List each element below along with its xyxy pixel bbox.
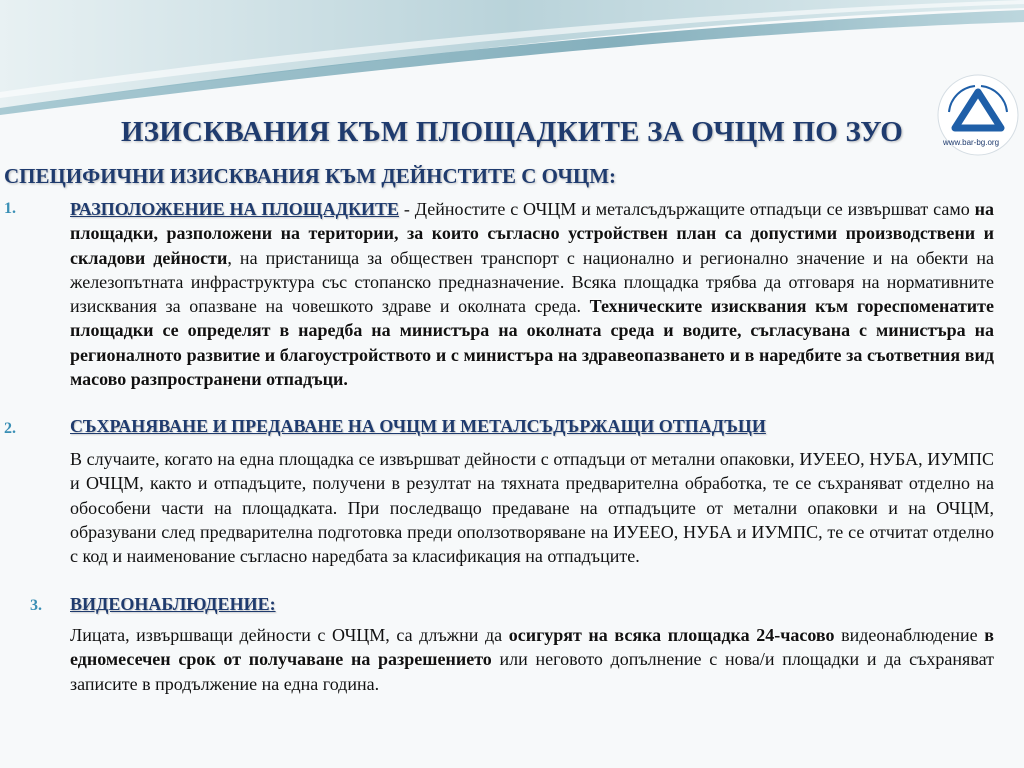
item-3-heading: ВИДЕОНАБЛЮДЕНИЕ: [70, 594, 276, 614]
item-2-paragraph: В случаите, когато на една площадка се извършват дейности с отпадъци от метални опаковки, ИУЕЕО, НУБА, ИУМПС и ОЧЦМ, както и отпадъците, получени в резултат на тяхната предварителна обработка, те се съхраняват отделно на обособени части на площадката. При последващо предаване на отпадъците от метални опаковки и на ОЧЦМ, образувани след предварителна подготовка преди оползотворяване на ИУЕЕО, НУБА и ИУМПС, те се отчитат отделно с код и наименование съгласно наредбата за класификация на отпадъците. [70, 449, 994, 567]
item-number-1: 1. [4, 200, 16, 217]
item-3-text-c: видеонаблюдение [834, 625, 985, 645]
item-number-2: 2. [4, 420, 16, 437]
item-1-text-a: - Дейностите с ОЧЦМ и металсъдържащите отпадъци се извършват само [399, 199, 975, 219]
item-3-heading-wrap [70, 594, 276, 615]
item-1-paragraph [70, 197, 994, 391]
page-title: ИЗИСКВАНИЯ КЪМ ПЛОЩАДКИТЕ ЗА ОЧЦМ ПО ЗУО [120, 116, 904, 148]
item-1-text-c: , на пристанища за обществен транспорт с национално и регионално значение и на обекти на железопътната инфраструктура със стопанско предназначение. Всяка площадка трябва да отговаря на нормативните изисквания за опазване на човешкото здраве и околната среда. [70, 247, 994, 317]
header-swoosh-decoration [0, 0, 1024, 130]
logo-url: www.bar-bg.org [943, 138, 1000, 147]
item-3-paragraph [70, 623, 994, 696]
item-2-heading: СЪХРАНЯВАНЕ И ПРЕДАВАНЕ НА ОЧЦМ И МЕТАЛСЪДЪРЖАЩИ ОТПАДЪЦИ [70, 416, 766, 436]
item-2-heading-wrap [70, 416, 766, 437]
item-3-text-e: или неговото допълнение с нова/и площадки и да съхраняват записите в продължение на една година. [70, 649, 994, 694]
section-subtitle: СПЕЦИФИЧНИ ИЗИСКВАНИЯ КЪМ ДЕЙНСТИТЕ С ОЧЦМ: [4, 164, 617, 188]
item-3-text-a: Лицата, извършващи дейности с ОЧЦМ, са длъжни да [70, 625, 509, 645]
item-3-text-d: в едномесечен срок от получаване на разрешението [70, 625, 995, 670]
item-1-heading: РАЗПОЛОЖЕНИЕ НА ПЛОЩАДКИТЕ [70, 199, 400, 219]
item-1-text-d: Техническите изисквания към гореспоменатите площадки се определят в наредба на министъра на околната среда и водите, съгласувана с министъра на регионалното развитие и благоустройството и с министъра на здравеопазването и в наредбите за съответния вид масово разпространени отпадъци. [70, 296, 994, 390]
item-number-3: 3. [30, 597, 42, 614]
item-3-text-b: осигурят на всяка площадка 24-часово [508, 625, 835, 645]
item-1-text-b: на площадки, разположени на територии, за които съгласно устройствен план са допустими производствени и складови дейности [70, 199, 994, 268]
